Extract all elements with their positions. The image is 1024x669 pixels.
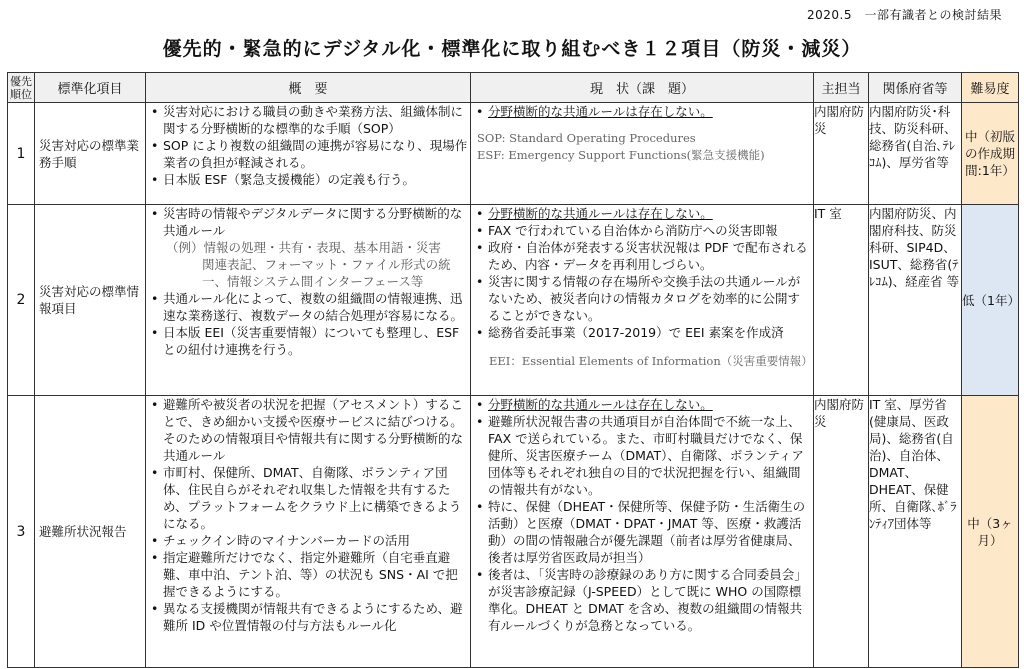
overview-bullet: • 日本版 ESF（緊急支援機能）の定義も行う。 <box>146 171 468 188</box>
column-header-priority: 優先順位 <box>8 73 35 103</box>
overview-bullet: • 災害対応における職員の動きや業務方法、組織体制に関する分野横断的な標準的な手順（SOP） <box>146 103 468 137</box>
priority-number: 1 <box>8 103 35 205</box>
example-line: 一、情報システム間インターフェース等 <box>202 274 424 289</box>
table-row <box>8 396 1019 668</box>
example-line: 関連表記、フォーマット・ファイル形式の統 <box>202 257 451 272</box>
current-bullet: • 避難所状況報告書の共通項目が自治体間で不統一な上、FAX で送られている。また、市町村職員だけでなく、保健所、災害医療チーム（DMAT）、自衛隊、ボランティア団体等もそれぞれ独自の目的で状況把握を行い、組織間の情報共有がない。 <box>471 413 811 498</box>
current-bullet: • FAX で行われている自治体から消防庁への災害即報 <box>471 222 811 239</box>
column-header-overview: 概 要 <box>146 73 471 103</box>
table-row <box>8 205 1019 396</box>
example-line: （例）情報の処理・共有・表現、基本用語・災害 <box>166 240 442 255</box>
overview-cell <box>146 205 471 396</box>
overview-cell <box>146 396 471 668</box>
agencies-cell: IT 室、厚労省(健康局、医政局)、総務省(自治)、自治体、DMAT、DHEAT、保健所、自衛隊､ﾎﾞﾗﾝﾃｨｱ団体等 <box>869 396 962 668</box>
owner-cell: 内閣府防災 <box>814 396 869 668</box>
overview-bullet: • 市町村、保健所、DMAT、自衛隊、ボランティア団体、住民自らがそれぞれ収集した情報を共有するため、プラットフォームをクラウド上に構築できるようになる。 <box>146 464 468 532</box>
table-header-row <box>8 73 1019 103</box>
current-cell <box>471 205 814 396</box>
priority-number: 2 <box>8 205 35 396</box>
item-name: 災害対応の標準業務手順 <box>35 103 146 205</box>
item-name: 避難所状況報告 <box>35 396 146 668</box>
overview-bullet: • 指定避難所だけでなく、指定外避難所（自宅垂直避難、車中泊、テント泊、等）の状況も SNS・AI で把握できるようにする。 <box>146 549 468 600</box>
current-bullet: • 後者は、「災害時の診療録のあり方に関する合同委員会」が災害診療記録（J-SPEED）として既に WHO の国際標準化。DHEAT と DMAT を含め、複数の組織間の情報共有ルールづくりが急務となっている。 <box>471 566 811 634</box>
abbreviation-note: ESF: Emergency Support Functions(緊急支援機能) <box>477 148 765 162</box>
overview-bullet: • 避難所や被災者の状況を把握（アセスメント）することで、きめ細かい支援や医療サービスに結びつける。そのための情報項目や情報共有に関する分野横断的な共通ルール <box>146 396 468 464</box>
current-bullet: • 分野横断的な共通ルールは存在しない。 <box>471 396 811 413</box>
difficulty-cell: 中（3ヶ月） <box>962 396 1019 668</box>
difficulty-cell: 中（初版の作成期間:1年） <box>962 103 1019 205</box>
page-title: 優先的・緊急的にデジタル化・標準化に取り組むべき１２項目（防災・減災） <box>162 38 862 60</box>
current-bullet: • 政府・自治体が発表する災害状況報は PDF で配布されるため、内容・データを再利用しづらい。 <box>471 239 811 273</box>
table-row <box>8 103 1019 205</box>
current-bullet: • 分野横断的な共通ルールは存在しない。 <box>471 103 811 120</box>
overview-bullet: • 災害時の情報やデジタルデータに関する分野横断的な共通ルール <box>146 205 468 239</box>
item-name: 災害対応の標準情報項目 <box>35 205 146 396</box>
abbreviation-note: SOP: Standard Operating Procedures <box>477 131 696 145</box>
standardization-table <box>7 72 1019 668</box>
column-header-owner: 主担当 <box>814 73 869 103</box>
column-header-difficulty: 難易度 <box>962 73 1019 103</box>
owner-cell: 内閣府防災 <box>814 103 869 205</box>
overview-bullet: • SOP により複数の組織間の連携が容易になり、現場作業者の負担が軽減される。 <box>146 137 468 171</box>
overview-bullet: • 共通ルール化によって、複数の組織間の情報連携、迅速な業務遂行、複数データの結合処理が容易になる。 <box>146 290 468 324</box>
header-note: 2020.5 一部有識者との検討結果 <box>807 8 1002 22</box>
current-bullet: • 総務省委託事業（2017-2019）で EEI 素案を作成済 <box>471 324 811 341</box>
overview-bullet: • 異なる支援機関が情報共有できるようにするため、避難所 ID や位置情報の付与方法もルール化 <box>146 600 468 634</box>
abbreviation-note: EEI：Essential Elements of Information（災害重要情報） <box>489 354 813 368</box>
column-header-agencies: 関係府省等 <box>869 73 962 103</box>
agencies-cell: 内閣府防災･科技、防災科研、総務省(自治､ﾃﾚｺﾑ)、厚労省等 <box>869 103 962 205</box>
difficulty-cell: 低（1年） <box>962 205 1019 396</box>
priority-number: 3 <box>8 396 35 668</box>
column-header-current: 現 状（課 題） <box>471 73 814 103</box>
current-bullet: • 分野横断的な共通ルールは存在しない。 <box>471 205 811 222</box>
current-cell <box>471 396 814 668</box>
current-cell <box>471 103 814 205</box>
overview-bullet: • 日本版 EEI（災害重要情報）についても整理し、ESF との紐付け連携を行う。 <box>146 324 468 358</box>
current-bullet: • 災害に関する情報の存在場所や交換手法の共通ルールがないため、被災者向けの情報カタログを効率的に公開することができない。 <box>471 273 811 324</box>
current-bullet: • 特に、保健（DHEAT・保健所等、保健予防・生活衛生の活動）と医療（DMAT・DPAT・JMAT 等、医療・救護活動）の間の情報融合が優先課題（前者は厚労省健康局、後者は厚労省医政局が担当） <box>471 498 811 566</box>
example-text <box>146 239 470 290</box>
overview-bullet: • チェックイン時のマイナンバーカードの活用 <box>146 532 468 549</box>
overview-cell <box>146 103 471 205</box>
agencies-cell: 内閣府防災、内閣府科技、防災科研、SIP4D、ISUT、総務省(ﾃﾚｺﾑ)、経産省 等 <box>869 205 962 396</box>
owner-cell: IT 室 <box>814 205 869 396</box>
column-header-item: 標準化項目 <box>35 73 146 103</box>
